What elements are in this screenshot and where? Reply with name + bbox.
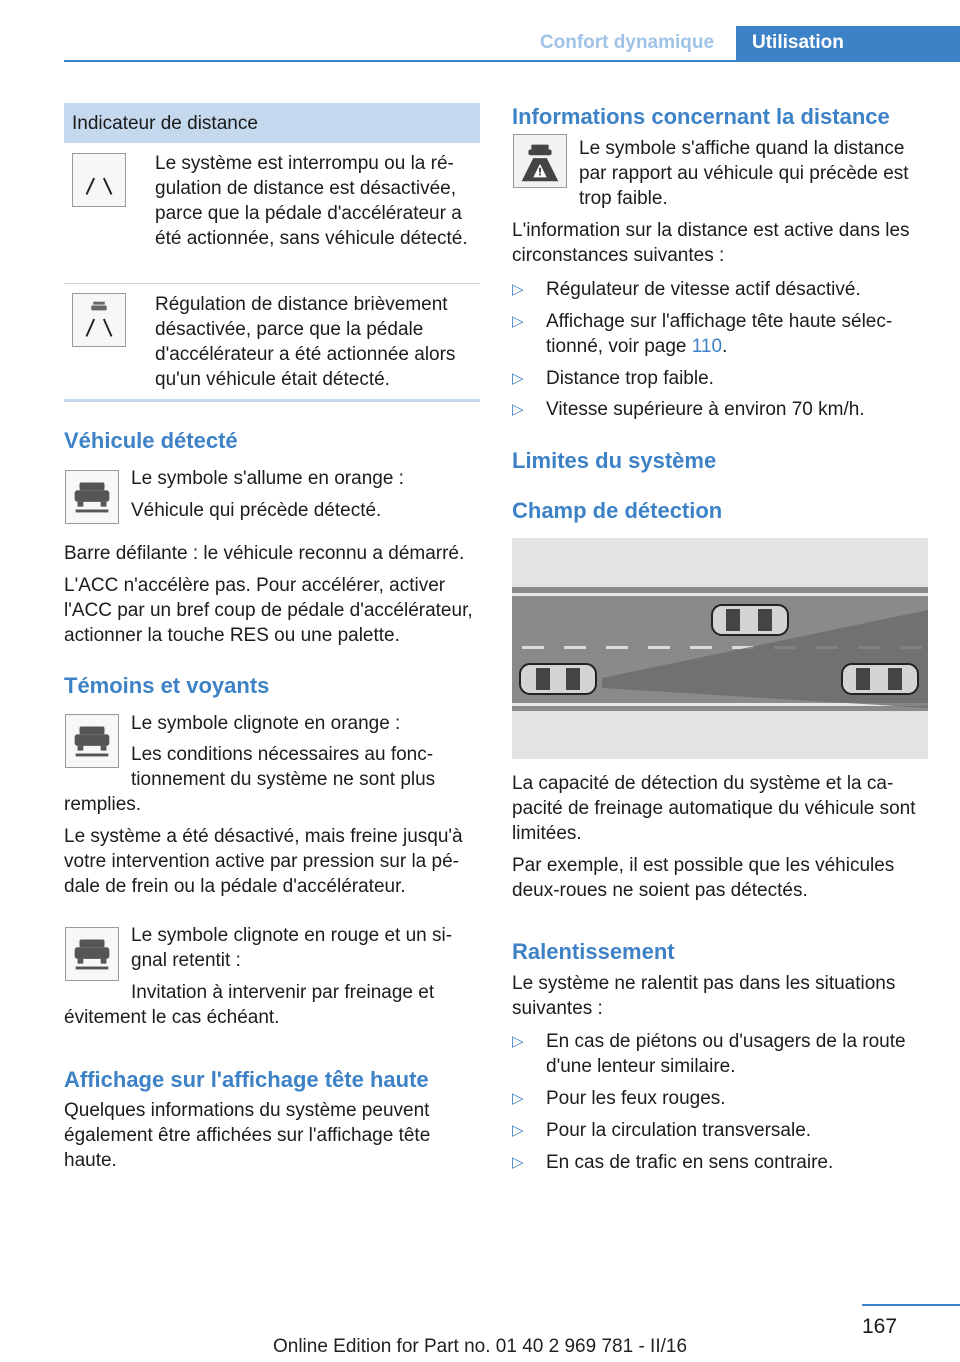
car-icon (65, 470, 119, 524)
car-icon (65, 927, 119, 981)
info-bullet-2-text: Affichage sur l'affichage tête haute sélectionné, voir page (546, 311, 893, 357)
temoins-line-1: Le symbole clignote en orange : (131, 713, 401, 734)
table-row-2-text: Régulation de distance brièvement désactivée, parce que la pédale d'accélérateur a été actionnée alors qu'un véhicule était détecté. (155, 294, 456, 390)
ralentissement-bullet-4: En cas de trafic en sens contraire. (546, 1152, 834, 1173)
vehicule-paragraph-1: Barre défilante : le véhicule reconnu a démarré. (64, 543, 465, 564)
temoins-line-3: Le symbole clignote en rouge et un signal retentit : (131, 925, 453, 971)
header-tab-confort[interactable]: Confort dynamique (539, 32, 715, 53)
info-bullet-2 (546, 309, 926, 359)
hud-paragraph: Quelques informations du système peuvent également être affichées sur l'affichage tête haute. (64, 1100, 431, 1171)
footer-rule (862, 1304, 960, 1306)
bullet-icon: ▷ (512, 370, 524, 387)
bullet-icon: ▷ (512, 1090, 524, 1107)
temoins-line-4-b: évitement le cas échéant. (64, 1007, 280, 1028)
ralentissement-bullet-3: Pour la circulation transversale. (546, 1120, 812, 1141)
footer-edition-text: Online Edition for Part no. 01 40 2 969 781 - II/16 (272, 1336, 688, 1357)
info-distance-heading: Informations concernant la distance (512, 104, 890, 129)
info-bullet-3: Distance trop faible. (546, 368, 714, 389)
table-row-1-text: Le système est interrompu ou la régulation de distance est désactivée, parce que la pédale d'accélérateur a été actionnée, sans véhicule détecté. (155, 153, 468, 249)
vehicle-lane-lines-icon (72, 293, 126, 347)
champ-detection-heading: Champ de détection (512, 498, 723, 523)
hud-heading: Affichage sur l'affichage tête haute (64, 1067, 429, 1092)
bullet-icon: ▷ (512, 401, 524, 418)
bullet-icon: ▷ (512, 1033, 524, 1050)
limites-paragraph-1: La capacité de détection du système et la capacité de freinage automatique du véhicule sont limitées. (512, 773, 916, 844)
vehicule-paragraph-2: L'ACC n'accélère pas. Pour accélérer, activer l'ACC par un bref coup de pédale d'accélérateur, actionner la touche RES ou une palette. (64, 575, 473, 646)
lane-lines-icon (72, 153, 126, 207)
limites-heading: Limites du système (512, 448, 717, 473)
table-header-label: Indicateur de distance (72, 113, 258, 134)
table-header (64, 103, 480, 143)
distance-warning-icon (513, 134, 567, 188)
bullet-icon: ▷ (512, 1154, 524, 1171)
info-paragraph-1: L'information sur la distance est active dans les circonstances suivantes : (512, 220, 910, 266)
page-number: 167 (862, 1315, 898, 1338)
page-link[interactable]: 110 (691, 336, 723, 357)
temoins-heading: Témoins et voyants (64, 673, 270, 698)
ralentissement-heading: Ralentissement (512, 939, 675, 964)
table-bottom-rule (64, 399, 480, 402)
bullet-icon: ▷ (512, 1122, 524, 1139)
vehicule-line-1: Le symbole s'allume en orange : (131, 468, 404, 489)
detection-field-illustration (512, 538, 928, 759)
info-bullet-1: Régulateur de vitesse actif désactivé. (546, 279, 861, 300)
header-rule (64, 60, 960, 62)
temoins-paragraph-1: Le système a été désactivé, mais freine jusqu'à votre intervention active par pression sur la pédale de frein ou la pédale d'accélérateur. (64, 826, 463, 897)
header-tab-utilisation[interactable]: Utilisation (736, 26, 960, 60)
limites-paragraph-2: Par exemple, il est possible que les véhicules deux-roues ne soient pas détectés. (512, 855, 895, 901)
info-bullet-4: Vitesse supérieure à environ 70 km/h. (546, 399, 865, 420)
temoins-line-4-a: Invitation à intervenir par freinage et (131, 982, 435, 1003)
ralentissement-bullet-1: En cas de piétons ou d'usagers de la route d'une lenteur similaire. (546, 1031, 906, 1077)
bullet-icon: ▷ (512, 281, 524, 298)
ralentissement-bullet-2: Pour les feux rouges. (546, 1088, 726, 1109)
car-icon (65, 714, 119, 768)
temoins-line-2-b: remplies. (64, 794, 142, 815)
table-row-divider (64, 283, 480, 284)
vehicule-detecte-heading: Véhicule détecté (64, 428, 238, 453)
info-bullet-2-end: . (722, 336, 728, 357)
bullet-icon: ▷ (512, 313, 524, 330)
temoins-line-2-a: Les conditions nécessaires au fonctionnement du système ne sont plus (131, 744, 436, 790)
vehicule-line-2: Véhicule qui précède détecté. (131, 500, 382, 521)
info-line-1: Le symbole s'affiche quand la distance par rapport au véhicule qui précède est trop faible. (579, 138, 909, 209)
ralentissement-paragraph: Le système ne ralentit pas dans les situations suivantes : (512, 973, 896, 1019)
